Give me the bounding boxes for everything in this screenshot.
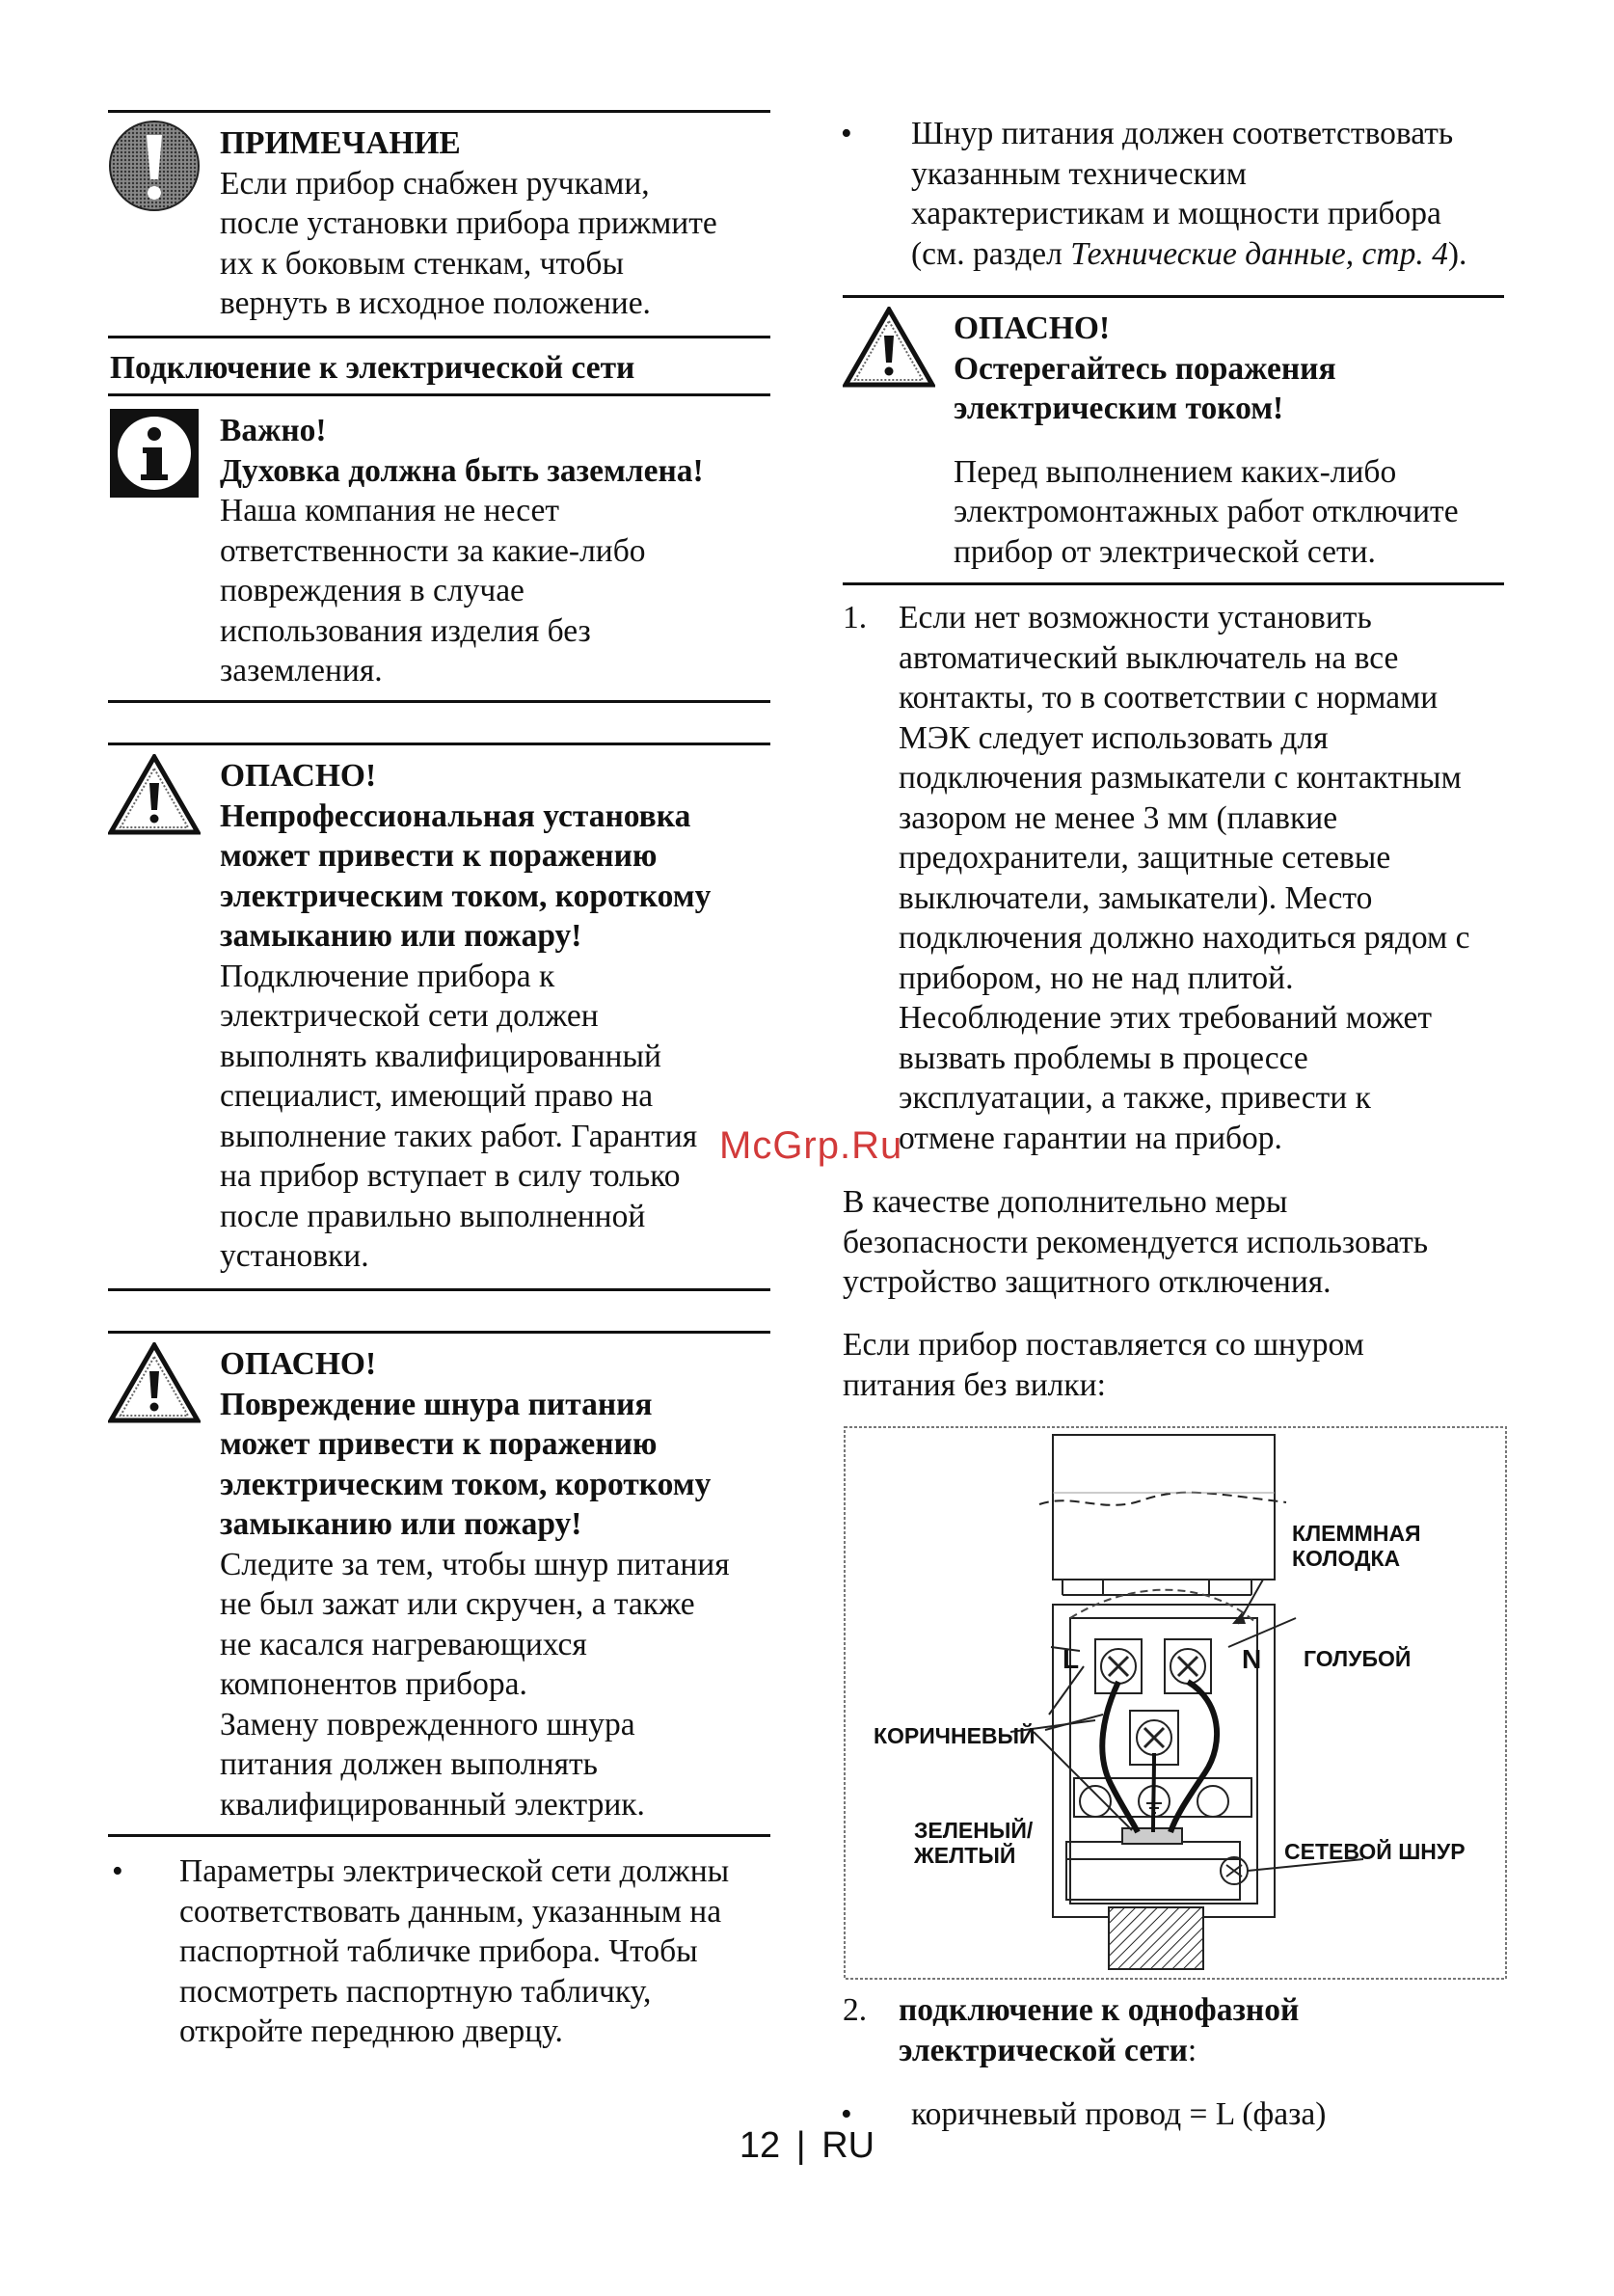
footer-separator: | [795,2125,806,2166]
danger1-bold: Непрофессиональная установка может привести к поражению электрическим током, короткому замыканию или пожару! [220,797,712,954]
step2-title: подключение к однофазной электрической сети [899,1992,1300,2068]
label-terminal-l: L [1063,1644,1080,1674]
watermark: McGrp.Ru [719,1124,903,1167]
left-bullet-text [179,1851,777,2052]
label-terminal-n: N [1242,1644,1262,1674]
danger1-block [220,756,779,1277]
para1-block [843,1182,1518,1303]
important-body: Наша компания не несет ответственности за какие-либо повреждения в случае использования изделия без заземления. [220,493,646,689]
note-title: ПРИМЕЧАНИЕ [220,125,461,161]
rule-right-danger-top [843,295,1504,298]
important-block [220,411,779,691]
rule-section-bottom [108,393,770,396]
rule-danger1-top [108,743,770,745]
wiring-diagram [843,1425,1508,1981]
label-green-2: ЖЕЛТЫЙ [914,1843,1016,1868]
para2: Если прибор поставляется со шнуром питания без вилки: [843,1327,1364,1403]
rule-right-danger-bottom [843,582,1504,585]
note-icon [108,120,201,212]
danger2-icon [108,1342,201,1423]
right-bullet2-text: коричневый провод = L (фаза) [911,2096,1327,2132]
left-bullet-body: Параметры электрической сети должны соответствовать данным, указанным на паспортной табличке прибора. Чтобы посмотреть паспортную табличку, откройте переднюю дверцу. [179,1853,730,2049]
right-bullet1-body: Шнур питания должен соответствовать указанным техническим характеристикам и мощности прибора (см. раздел [911,116,1454,272]
label-green-1: ЗЕЛЕНЫЙ/ [914,1818,1034,1843]
para2-block [843,1325,1518,1405]
step1-block [899,598,1535,1158]
warning-triangle-icon [108,754,201,835]
right-danger-body: Перед выполнением каких-либо электромонтажных работ отключите прибор от электрической сети. [954,453,1459,570]
right-danger-title: ОПАСНО! [954,311,1111,346]
right-danger-bold: Остерегайтесь поражения электрическим током! [954,350,1336,426]
important-icon [110,409,199,498]
rule-section-top [108,336,770,338]
danger1-title: ОПАСНО! [220,758,377,794]
label-blue: ГОЛУБОЙ [1304,1646,1412,1671]
step2-colon: : [1187,2032,1197,2068]
right-danger-icon [843,307,935,388]
step1-number: 1. [843,600,868,635]
section-title: Подключение к электрической сети [110,350,635,386]
danger2-body: Следите за тем, чтобы шнур питания не был зажат или скручен, а также не касался нагревающихся компонентов прибора. Замену поврежденного шнура питания должен выполнять квалифицированный электрик. [220,1546,730,1823]
warning-triangle-icon [843,307,935,388]
language-code: RU [821,2125,875,2166]
danger1-icon [108,754,201,835]
info-icon [110,409,199,498]
danger2-bold: Повреждение шнура питания может привести к поражению электрическим током, короткому замыканию или пожару! [220,1386,712,1542]
exclamation-circle-icon [108,120,201,212]
page-number: 12 [739,2125,781,2166]
rule-top-left [108,110,770,113]
right-bullet1-end: ). [1447,235,1467,272]
warning-triangle-icon [108,1342,201,1423]
terminal-block-diagram [843,1425,1508,1981]
label-terminal-block-2: КОЛОДКА [1292,1546,1401,1571]
left-bullet-marker: • [112,1853,123,1889]
label-brown: КОРИЧНЕВЫЙ [874,1723,1036,1748]
tech-data-ref: Технические данные, стр. 4 [1070,235,1448,272]
step2-number: 2. [843,1992,868,2028]
right-bullet1-text [911,114,1528,274]
important-title: Важно! [220,413,327,448]
important-bold: Духовка должна быть заземлена! [220,452,704,489]
right-bullet1-marker: • [841,116,852,151]
label-terminal-block-1: КЛЕММНАЯ [1292,1521,1421,1546]
rule-danger2-top [108,1331,770,1334]
step1-body: Если нет возможности установить автоматический выключатель на все контакты, то в соответствии с нормами МЭК следует использовать для подключения размыкатели с контактным зазором не менее 3 мм (плавкие предохранители, защитные сетевые выключатели, замыкатели). Место подключения должно находиться рядом с прибором, но не над плитой. Несоблюдение этих требований может вызвать проблемы в процессе эксплуатации, а также, привести к отмене гарантии на прибор. [899,600,1470,1156]
rule-danger1-bottom [108,1288,770,1291]
rule-important-bottom [108,700,770,703]
step2-block [899,1990,1516,2070]
rule-danger2-bottom [108,1834,770,1837]
right-bullet2-marker: • [841,2096,852,2132]
note-body: Если прибор снабжен ручками, после установки прибора прижмите их к боковым стенкам, чтобы вернуть в исходное положение. [220,165,717,321]
para1: В качестве дополнительно меры безопасности рекомендуется использовать устройство защитного отключения. [843,1184,1428,1300]
danger1-body: Подключение прибора к электрической сети должен выполнять квалифицированный специалист, имеющий право на выполнение таких работ. Гарантия на прибор вступает в силу только после правильно выполненной установки. [220,958,698,1274]
right-danger-block [954,309,1532,572]
page-footer [0,2125,1614,2167]
note-block [220,123,779,324]
danger2-block [220,1344,779,1824]
label-power-cord: СЕТЕВОЙ ШНУР [1284,1839,1466,1864]
danger2-title: ОПАСНО! [220,1346,377,1382]
